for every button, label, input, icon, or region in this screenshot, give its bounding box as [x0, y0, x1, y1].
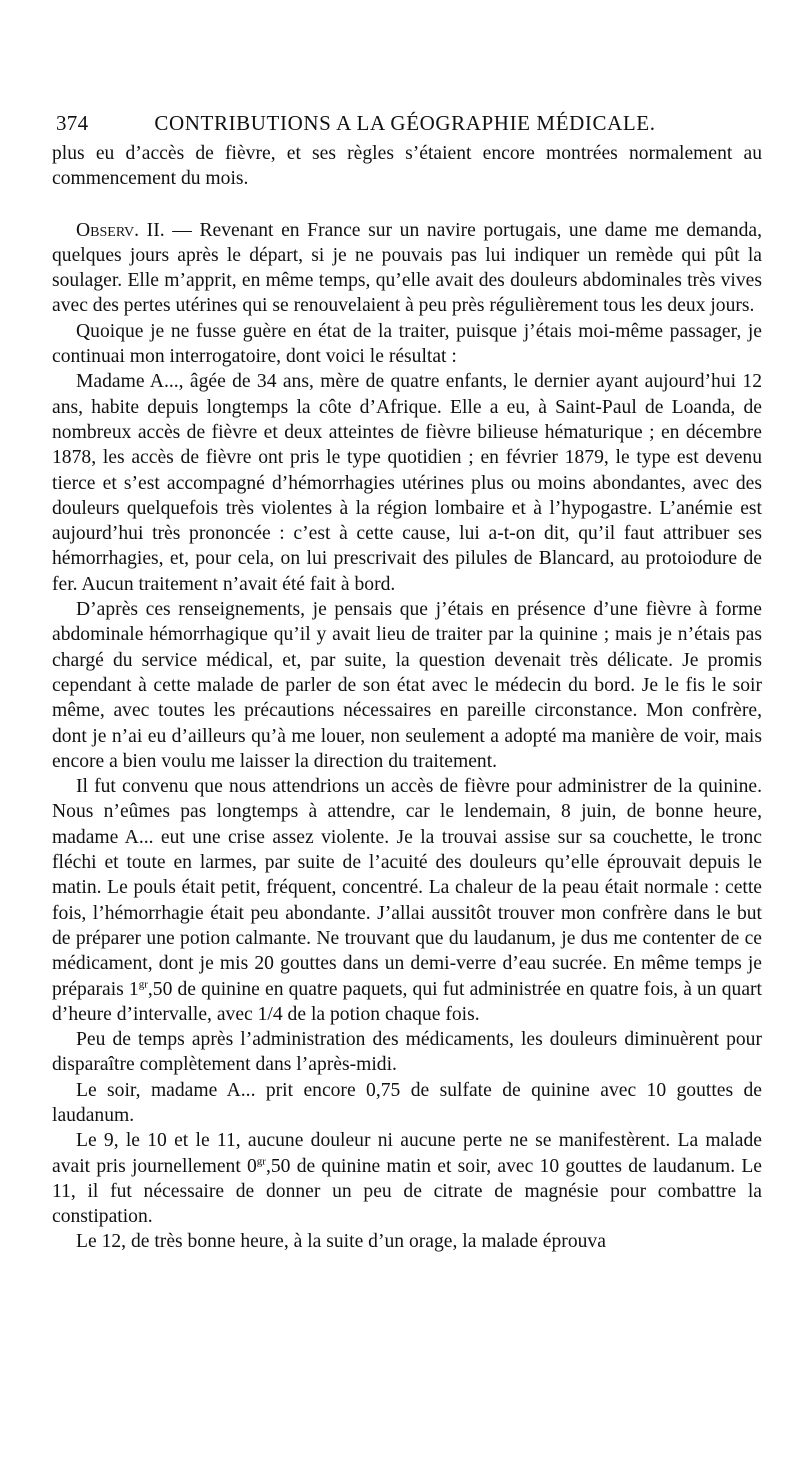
- paragraph-text: Le 9, le 10 et le 11, aucune douleur ni aucune perte ne se manifestèrent. La malade avait pris journellement 0: [52, 1130, 762, 1177]
- page-number: 374: [56, 111, 89, 135]
- paragraph: [52, 1128, 762, 1229]
- paragraph: Le soir, madame A... prit encore 0,75 de sulfate de quinine avec 10 gouttes de laudanum.: [52, 1079, 762, 1126]
- paragraph: [52, 774, 762, 1027]
- paragraph-text: — Revenant en France sur un navire portugais, une dame me demanda, quelques jours après le départ, si je ne pouvais pas lui indiquer un remède qui pût la soulager. Elle m’apprit, en même temps, qu’elle avait des douleurs abdominales très vives avec des pertes utérines qui se renouvelaient à peu près régulièrement tous les deux jours.: [52, 219, 762, 317]
- paragraph: Quoique je ne fusse guère en état de la traiter, puisque j’étais moi-même passager, je continuai mon interrogatoire, dont voici le résultat :: [52, 320, 762, 368]
- page-header: [52, 111, 758, 141]
- paragraph-text: ,50 de quinine matin et soir, avec 10 gouttes de laudanum. Le 11, il fut nécessaire de donner un peu de citrate de magnésie pour combattre la constipation.: [52, 1155, 762, 1228]
- paragraph-observation: [52, 218, 762, 319]
- page-body: [52, 141, 762, 1255]
- paragraph: Madame A..., âgée de 34 ans, mère de quatre enfants, le dernier ayant aujourd’hui 12 ans, habite depuis longtemps la côte d’Afrique. Elle a eu, à Saint-Paul de Loanda, de nombreux accès de fièvre et deux atteintes de fièvre bilieuse hématurique ; en décembre 1878, les accès de fièvre ont pris le type quotidien ; en février 1879, le type est devenu tierce et s’est accompagné d’hémorrhagies utérines plus ou moins abondantes, avec des douleurs quelquefois très violentes à la région lombaire et à l’hypogastre. L’anémie est aujourd’hui très prononcée : c’est à cette cause, lui a-t-on dit, qu’il faut attribuer ses hémorrhagies, et, pour cela, on lui prescrivait des pilules de Blancard, au protoiodure de fer. Aucun traitement n’avait été fait à bord.: [52, 371, 762, 595]
- gram-abbrev: gr: [256, 1155, 266, 1168]
- paragraph: Le 12, de très bonne heure, à la suite d’un orage, la malade éprouva: [76, 1231, 606, 1253]
- running-title: CONTRIBUTIONS A LA GÉOGRAPHIE MÉDICALE.: [154, 111, 656, 135]
- paragraph-text: Il fut convenu que nous attendrions un accès de fièvre pour administrer de la quinine. Nous n’eûmes pas longtemps à attendre, car le lendemain, 8 juin, de bonne heure, madame A... eut une crise assez violente. Je la trouvai assise sur sa couchette, le tronc fléchi et toute en larmes, par suite de l’acuité des douleurs qu’elle éprouvait depuis le matin. Le pouls était petit, fréquent, concentré. La chaleur de la peau était normale : cette fois, l’hémorrhagie était peu abondante. J’allai aussitôt trouver mon confrère dans le but de préparer une potion calmante. Ne trouvant que du laudanum, je dus me contenter de ce médicament, dont je mis 20 gouttes dans un demi-verre d’eau sucrée. En même temps je préparais 1: [52, 776, 762, 1000]
- paragraph: Peu de temps après l’administration des médicaments, les douleurs diminuèrent pour disparaître complètement dans l’après-midi.: [52, 1029, 762, 1076]
- paragraph: D’après ces renseignements, je pensais que j’étais en présence d’une fièvre à forme abdominale hémorrhagique qu’il y avait lieu de traiter par la quinine ; mais je n’étais pas chargé du service médical, et, par suite, la question devenait très délicate. Je promis cependant à cette malade de parler de son état avec le médecin du bord. Je le fis le soir même, avec toutes les précautions nécessaires en pareille circonstance. Mon confrère, dont je n’ai eu d’ailleurs qu’à me louer, non seulement a adopté ma manière de voir, mais encore a bien voulu me laisser la direction du traitement.: [52, 599, 762, 772]
- paragraph-continuation: plus eu d’accès de fièvre, et ses règles s’étaient encore montrées normalement au commencement du mois.: [52, 143, 762, 190]
- paragraph-text: ,50 de quinine en quatre paquets, qui fut administrée en quatre fois, à un quart d’heure d’intervalle, avec 1/4 de la potion chaque fois.: [52, 978, 762, 1025]
- observation-label: Observ. II.: [76, 219, 165, 241]
- gram-abbrev: gr: [138, 977, 148, 990]
